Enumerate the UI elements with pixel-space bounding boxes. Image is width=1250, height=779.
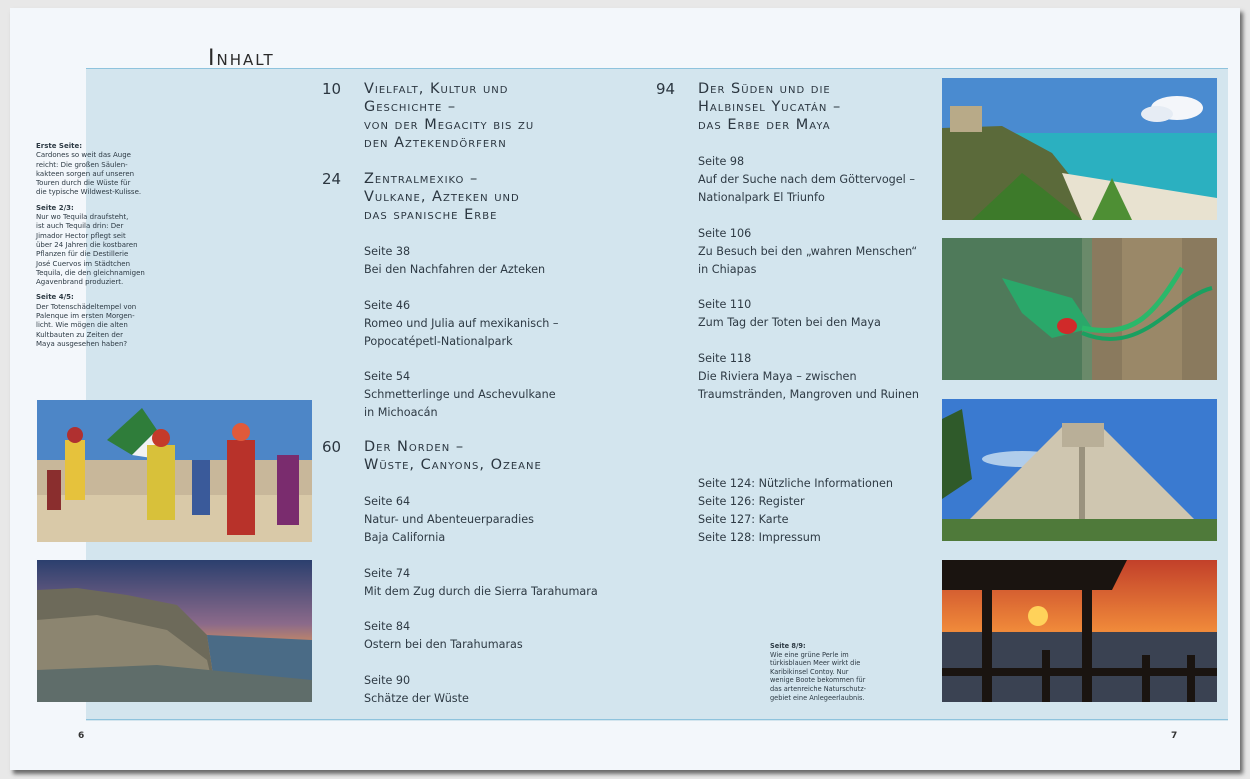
entry-page: Seite 38 xyxy=(364,245,411,258)
caption-line: Wie eine grüne Perle im xyxy=(770,650,849,659)
heading-line: das Erbe der Maya xyxy=(698,117,831,133)
caption-line: das artenreiche Naturschutz- xyxy=(770,684,867,693)
heading-line: Geschichte – xyxy=(364,99,457,115)
entry-title: Schmetterlinge und Aschevulkane xyxy=(364,388,556,401)
caption-line: José Cuervos im Städtchen xyxy=(36,259,131,268)
appendix-item: Seite 127: Karte xyxy=(698,513,789,526)
photo-sunset-palapa xyxy=(942,560,1217,702)
section-page-number: 60 xyxy=(322,438,342,456)
entry-page: Seite 90 xyxy=(364,674,411,687)
band-divider xyxy=(86,719,1228,720)
caption-heading: Seite 8/9: xyxy=(770,642,806,650)
heading-line: Vielfalt, Kultur und xyxy=(364,81,509,97)
entry-title: in Michoacán xyxy=(364,406,438,419)
photo-tulum-coast xyxy=(942,78,1217,220)
heading-line: Zentralmexiko – xyxy=(364,171,479,187)
entry-page: Seite 46 xyxy=(364,299,411,312)
left-captions xyxy=(36,142,156,355)
toc-entry xyxy=(698,225,917,279)
caption-line: die typische Wildwest-Kulisse. xyxy=(36,188,142,197)
section-page-number: 24 xyxy=(322,170,342,188)
entry-title: Natur- und Abenteuerparadies xyxy=(364,513,534,526)
entry-title: Popocatépetl-Nationalpark xyxy=(364,335,513,348)
caption-line: Cardones so weit das Auge xyxy=(36,151,131,160)
caption-heading: Seite 4/5: xyxy=(36,293,74,302)
section-heading xyxy=(364,438,542,474)
caption-line: über 24 Jahren die kostbaren xyxy=(36,240,138,249)
entry-page: Seite 98 xyxy=(698,155,745,168)
caption-block xyxy=(36,204,156,288)
toc-entry xyxy=(364,618,523,654)
heading-line: den Aztekendörfern xyxy=(364,135,507,151)
entry-title: Baja California xyxy=(364,531,446,544)
caption-line: ist auch Tequila drin: Der xyxy=(36,222,124,231)
section-page-number: 94 xyxy=(656,80,676,98)
appendix-item: Seite 126: Register xyxy=(698,495,805,508)
caption-line: Maya ausgesehen haben? xyxy=(36,339,128,348)
entry-title: Auf der Suche nach dem Göttervogel – xyxy=(698,173,915,186)
page-title: Inhalt xyxy=(208,46,275,71)
caption-line: kakteen sorgen auf unseren xyxy=(36,169,135,178)
toc-entry xyxy=(364,565,598,601)
caption-line: wenige Boote bekommen für xyxy=(770,676,866,685)
caption-line: Der Totenschädeltempel von xyxy=(36,302,137,311)
caption-line: Agavenbrand produziert. xyxy=(36,278,124,287)
toc-entry xyxy=(364,243,545,279)
caption-line: gebiet eine Anlegeerlaubnis. xyxy=(770,693,865,702)
caption-line: Nur wo Tequila draufsteht, xyxy=(36,213,129,222)
caption-line: reicht: Die großen Säulen- xyxy=(36,160,128,169)
photo-dancers xyxy=(37,400,312,542)
entry-page: Seite 54 xyxy=(364,370,411,383)
appendix-item: Seite 128: Impressum xyxy=(698,531,821,544)
entry-page: Seite 118 xyxy=(698,352,752,365)
entry-title: Die Riviera Maya – zwischen xyxy=(698,370,857,383)
toc-entry xyxy=(698,153,915,207)
caption-line: Tequila, die den gleichnamigen xyxy=(36,268,145,277)
photo-quetzal xyxy=(942,238,1217,380)
caption-line: türkisblauen Meer wirkt die xyxy=(770,659,861,668)
caption-line: Pflanzen für die Destillerie xyxy=(36,250,129,259)
toc-entry xyxy=(364,297,558,351)
entry-title: Bei den Nachfahren der Azteken xyxy=(364,263,546,276)
toc-entry xyxy=(698,296,881,332)
heading-line: das spanische Erbe xyxy=(364,207,498,223)
section-heading xyxy=(698,80,841,134)
right-caption xyxy=(770,642,894,702)
magazine-spread xyxy=(10,8,1240,770)
toc-entry xyxy=(698,350,919,404)
entry-page: Seite 84 xyxy=(364,620,411,633)
entry-title: Schätze der Wüste xyxy=(364,692,469,705)
heading-line: Halbinsel Yucatán – xyxy=(698,99,842,115)
entry-page: Seite 74 xyxy=(364,567,411,580)
toc-entry xyxy=(364,368,556,422)
heading-line: von der Megacity bis zu xyxy=(364,117,535,133)
caption-line: Karibikinsel Contoy. Nur xyxy=(770,667,849,676)
section-page-number: 10 xyxy=(322,80,342,98)
entry-page: Seite 110 xyxy=(698,298,752,311)
heading-line: Der Norden – xyxy=(364,439,465,455)
page-number-right: 7 xyxy=(1171,731,1178,741)
caption-heading: Seite 2/3: xyxy=(36,203,74,212)
toc-entry xyxy=(364,493,534,547)
caption-line: licht. Wie mögen die alten xyxy=(36,321,128,330)
caption-line: Kultbauten zu Zeiten der xyxy=(36,330,123,339)
entry-title: in Chiapas xyxy=(698,263,757,276)
page-number-left: 6 xyxy=(78,731,85,741)
entry-title: Zum Tag der Toten bei den Maya xyxy=(698,316,881,329)
section-heading xyxy=(364,170,520,224)
entry-title: Ostern bei den Tarahumaras xyxy=(364,638,523,651)
photo-chichen-itza xyxy=(942,399,1217,541)
heading-line: Vulkane, Azteken und xyxy=(364,189,520,205)
heading-line: Wüste, Canyons, Ozeane xyxy=(364,457,542,473)
entry-title: Mit dem Zug durch die Sierra Tarahumara xyxy=(364,585,598,598)
caption-line: Jimador Hector pflegt seit xyxy=(36,231,126,240)
heading-line: Der Süden und die xyxy=(698,81,831,97)
entry-title: Traumstränden, Mangroven und Ruinen xyxy=(698,388,919,401)
appendix-item: Seite 124: Nützliche Informationen xyxy=(698,477,893,490)
entry-page: Seite 64 xyxy=(364,495,411,508)
entry-title: Romeo und Julia auf mexikanisch – xyxy=(364,317,559,330)
caption-block xyxy=(36,293,156,349)
caption-line: Touren durch die Wüste für xyxy=(36,179,131,188)
toc-entry xyxy=(364,672,469,708)
caption-block xyxy=(36,142,156,198)
photo-canyon-sunset xyxy=(37,560,312,702)
caption-line: Palenque im ersten Morgen- xyxy=(36,312,135,321)
entry-page: Seite 106 xyxy=(698,227,752,240)
appendix-list xyxy=(698,475,893,547)
caption-heading: Erste Seite: xyxy=(36,142,83,150)
entry-title: Zu Besuch bei den „wahren Menschen“ xyxy=(698,245,918,258)
section-heading xyxy=(364,80,534,152)
entry-title: Nationalpark El Triunfo xyxy=(698,191,825,204)
